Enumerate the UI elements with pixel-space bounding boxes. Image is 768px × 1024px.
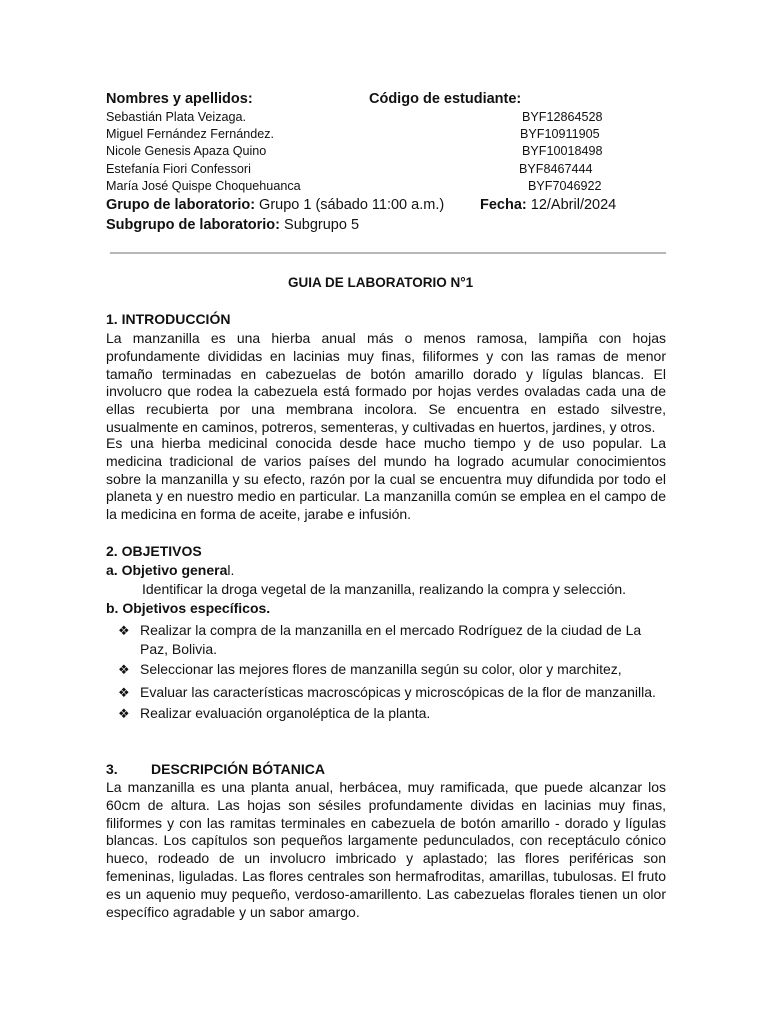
list-item — [118, 683, 660, 702]
list-item — [118, 704, 660, 723]
list-item — [118, 660, 660, 679]
student-name: Miguel Fernández Fernández. — [106, 127, 275, 141]
subgroup-label: Subgrupo de laboratorio: — [106, 217, 280, 233]
section-heading-descripcion: DESCRIPCIÓN BÓTANICA — [151, 761, 325, 777]
subgroup-value: Subgrupo 5 — [280, 217, 360, 233]
student-name: Sebastián Plata Veizaga. — [106, 110, 247, 124]
student-name: Nicole Genesis Apaza Quino — [106, 144, 267, 158]
general-objective-text: Identificar la droga vegetal de la manzanilla, realizando la compra y selección. — [142, 581, 627, 597]
group-value: Grupo 1 (sábado 11:00 a.m.) — [255, 197, 445, 213]
code-label: Código de estudiante: — [369, 91, 522, 107]
date-value: 12/Abril/2024 — [526, 197, 617, 213]
student-name: María José Quispe Choquehuanca — [106, 179, 301, 193]
group-label: Grupo de laboratorio: — [106, 197, 256, 213]
specific-objectives-heading: b. Objetivos específicos. — [106, 600, 271, 616]
general-objective-heading — [106, 562, 234, 578]
student-code: BYF7046922 — [528, 179, 602, 193]
student-code: BYF8467444 — [519, 162, 593, 176]
bullet-text: Realizar la compra de la manzanilla en el mercado Rodríguez de la ciudad de La Paz, Bolivia. — [140, 622, 642, 657]
group-line — [106, 197, 444, 213]
student-code: BYF10911905 — [520, 127, 600, 141]
general-objective-label: a. Objetivo genera — [106, 562, 228, 578]
intro-paragraph-1: La manzanilla es una hierba anual más o menos ramosa, lampiña con hojas profundamente divididas en lacinias muy finas, filiformes y con las ramas de menor tamaño terminadas en cabezuelas de botón amarillo dorado y lígulas blancas. El involucro que rodea la cabezuela está formado por hojas verdes ovaladas cada una de ellas recubierta por una membrana incolora. Se encuentra en estado silvestre, usualmente en caminos, potreros, sementeras, y cultivadas en huertos, jardines, y otros. — [106, 330, 666, 435]
names-label: Nombres y apellidos: — [106, 91, 253, 107]
section-heading-objetivos: 2. OBJETIVOS — [106, 543, 202, 559]
student-code: BYF10018498 — [522, 144, 603, 158]
bullet-text: Seleccionar las mejores flores de manzanilla según su color, olor y marchitez, — [140, 661, 622, 677]
intro-paragraph-2: Es una hierba medicinal conocida desde hace mucho tiempo y de uso popular. La medicina tradicional de varios países del mundo ha logrado acumular conocimientos sobre la manzanilla y su efecto, razón por la cual se encuentra muy difundida por todo el planeta y en nuestro medio en particular. La manzanilla común se emplea en el campo de la medicina en forma de aceite, jarabe e infusión. — [106, 435, 666, 523]
student-name: Estefanía Fiori Confessori — [106, 162, 251, 176]
diamond-bullet-icon: ❖ — [118, 662, 130, 677]
list-item — [118, 621, 660, 659]
botanical-paragraph: La manzanilla es una planta anual, herbácea, muy ramificada, que puede alcanzar los 60cm de altura. Las hojas son sésiles profundamente dividas en lacinias muy finas, filiformes y con las ramitas terminales en cabezuela de botón amarillo - dorado y lígulas blancas. Los capítulos son pequeños largamente pedunculados, con receptáculo cónico hueco, rodeado de un involucro imbricado y aplastado; las flores periféricas son femeninas, liguladas. Las flores centrales son hermafroditas, amarillas, tubulosas. El fruto es un aquenio muy pequeño, verdoso-amarillento. Las cabezuelas florales tienen un olor específico agradable y un sabor amargo. — [106, 779, 666, 920]
section-number-3: 3. — [106, 761, 118, 777]
diamond-bullet-icon: ❖ — [118, 623, 130, 638]
general-objective-label-tail: l. — [227, 562, 235, 578]
section-heading-introduccion: 1. INTRODUCCIÓN — [106, 311, 231, 327]
divider — [110, 252, 666, 254]
diamond-bullet-icon: ❖ — [118, 685, 130, 700]
date-line — [480, 197, 616, 213]
diamond-bullet-icon: ❖ — [118, 706, 130, 721]
document-title: GUIA DE LABORATORIO N°1 — [288, 275, 474, 290]
bullet-text: Evaluar las características macroscópicas y microscópicas de la flor de manzanilla. — [140, 684, 656, 700]
student-code: BYF12864528 — [522, 110, 603, 124]
subgroup-line — [106, 217, 359, 233]
bullet-text: Realizar evaluación organoléptica de la planta. — [140, 705, 431, 721]
date-label: Fecha: — [480, 197, 527, 213]
